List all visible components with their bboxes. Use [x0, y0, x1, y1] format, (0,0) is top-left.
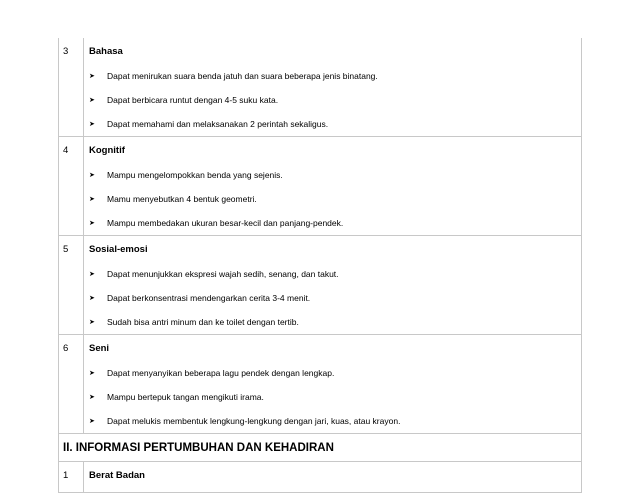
table-row-berat-badan	[59, 462, 581, 493]
arrow-bullet-icon: ➤	[89, 220, 95, 227]
row-heading: Bahasa	[89, 46, 123, 57]
table-row-bahasa	[59, 38, 581, 137]
list-item-text: Dapat melukis membentuk lengkung-lengkung dengan jari, kuas, atau krayon.	[107, 416, 401, 426]
list-item-text: Mampu membedakan ukuran besar-kecil dan panjang-pendek.	[107, 218, 344, 228]
arrow-bullet-icon: ➤	[89, 418, 95, 425]
row-content	[84, 137, 581, 235]
list-item-text: Mampu mengelompokkan benda yang sejenis.	[107, 170, 283, 180]
row-content	[84, 335, 581, 433]
list-item	[89, 170, 581, 181]
list-item	[89, 317, 581, 328]
row-number: 3	[59, 38, 84, 136]
arrow-bullet-icon: ➤	[89, 121, 95, 128]
row-number: 4	[59, 137, 84, 235]
arrow-bullet-icon: ➤	[89, 196, 95, 203]
row-number: 5	[59, 236, 84, 334]
list-item	[89, 194, 581, 205]
list-item-text: Dapat berkonsentrasi mendengarkan cerita 3-4 menit.	[107, 293, 311, 303]
arrow-bullet-icon: ➤	[89, 172, 95, 179]
row-number: 1	[59, 462, 84, 492]
list-item	[89, 368, 581, 379]
list-item-text: Dapat menirukan suara benda jatuh dan suara beberapa jenis binatang.	[107, 71, 378, 81]
list-item	[89, 293, 581, 304]
list-item	[89, 95, 581, 106]
table-row-seni	[59, 335, 581, 434]
list-item-text: Mamu menyebutkan 4 bentuk geometri.	[107, 194, 257, 204]
arrow-bullet-icon: ➤	[89, 319, 95, 326]
arrow-bullet-icon: ➤	[89, 97, 95, 104]
list-item	[89, 218, 581, 229]
arrow-bullet-icon: ➤	[89, 271, 95, 278]
list-item-text: Dapat berbicara runtut dengan 4-5 suku kata.	[107, 95, 279, 105]
list-item-text: Mampu bertepuk tangan mengikuti irama.	[107, 392, 264, 402]
arrow-bullet-icon: ➤	[89, 295, 95, 302]
row-content	[84, 236, 581, 334]
list-item-text: Dapat memahami dan melaksanakan 2 perintah sekaligus.	[107, 119, 329, 129]
row-number: 6	[59, 335, 84, 433]
list-item	[89, 416, 581, 427]
arrow-bullet-icon: ➤	[89, 73, 95, 80]
list-item-text: Dapat menunjukkan ekspresi wajah sedih, senang, dan takut.	[107, 269, 339, 279]
list-item-text: Sudah bisa antri minum dan ke toilet dengan tertib.	[107, 317, 299, 327]
development-table	[58, 38, 582, 493]
row-heading: Kognitif	[89, 145, 125, 156]
row-heading: Seni	[89, 343, 110, 354]
table-row-kognitif	[59, 137, 581, 236]
list-item	[89, 71, 581, 82]
section-title: II. INFORMASI PERTUMBUHAN DAN KEHADIRAN	[63, 441, 334, 454]
row-content	[84, 462, 581, 492]
row-heading: Sosial-emosi	[89, 244, 148, 255]
section-header-row	[59, 434, 581, 462]
row-content	[84, 38, 581, 136]
list-item	[89, 269, 581, 280]
list-item	[89, 392, 581, 403]
list-item	[89, 119, 581, 130]
arrow-bullet-icon: ➤	[89, 370, 95, 377]
arrow-bullet-icon: ➤	[89, 394, 95, 401]
table-row-sosial-emosi	[59, 236, 581, 335]
row-heading: Berat Badan	[89, 470, 145, 481]
list-item-text: Dapat menyanyikan beberapa lagu pendek dengan lengkap.	[107, 368, 335, 378]
